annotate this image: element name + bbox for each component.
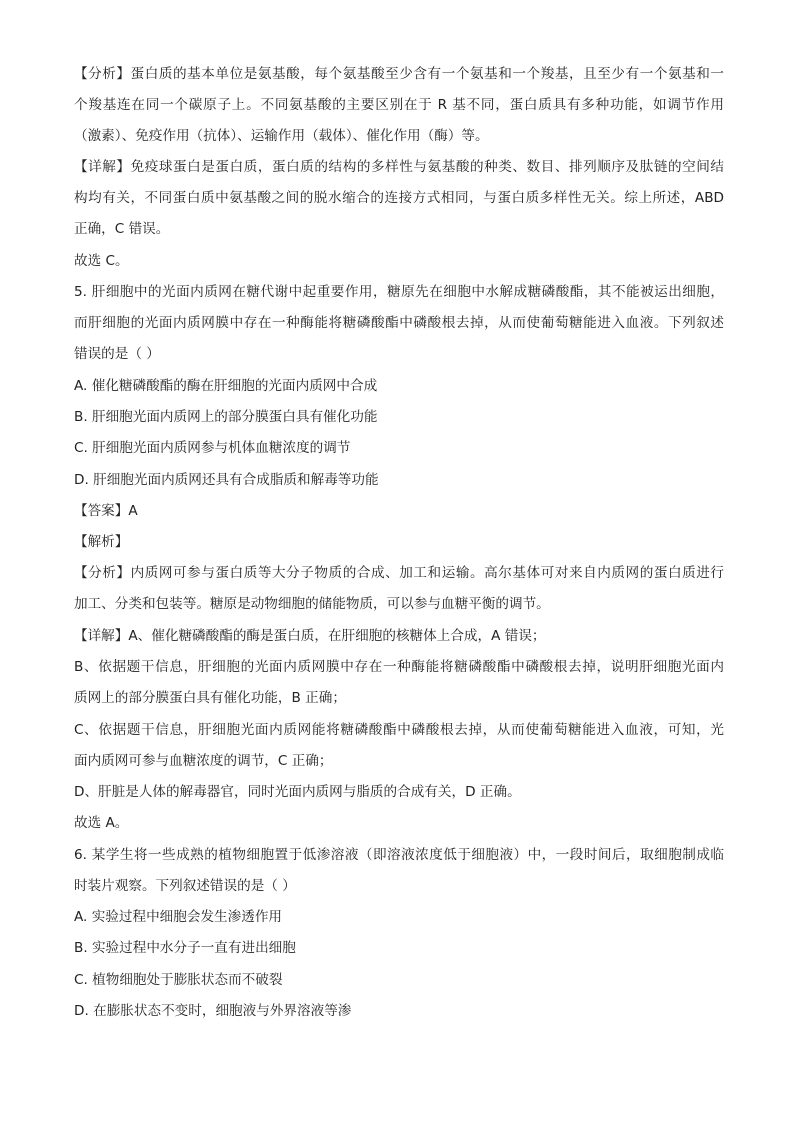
question-5-stem: 错误的是（ ） (74, 346, 160, 362)
text-line: 【详解】免疫球蛋白是蛋白质，蛋白质的结构的多样性与氨基酸的种类、数目、排列顺序及肽链的空间结 (74, 159, 724, 175)
answer-label: 【答案】A (74, 503, 138, 519)
text-line: （激素）、免疫作用（抗体）、运输作用（载体）、催化作用（酶）等。 (74, 128, 489, 144)
option-c: C. 肝细胞光面内质网参与机体血糖浓度的调节 (74, 440, 351, 456)
text-line: 故选 A。 (74, 815, 129, 831)
text-line: 【分析】内质网可参与蛋白质等大分子物质的合成、加工和运输。高尔基体可对来自内质网的蛋白质进行 (74, 565, 724, 581)
text-line: 正确，C 错误。 (74, 221, 170, 237)
option-c: C. 植物细胞处于膨胀状态而不破裂 (74, 972, 283, 988)
question-6-stem: 时装片观察。下列叙述错误的是（ ） (74, 878, 296, 894)
question-5-stem: 5. 肝细胞中的光面内质网在糖代谢中起重要作用，糖原先在细胞中水解成糖磷酸酯，其不能被运出细胞， (74, 284, 724, 300)
question-6-stem: 6. 某学生将一些成熟的植物细胞置于低渗溶液（即溶液浓度低于细胞液）中，一段时间后，取细胞制成临 (74, 847, 724, 863)
option-b: B. 肝细胞光面内质网上的部分膜蛋白具有催化功能 (74, 409, 378, 425)
option-a: A. 催化糖磷酸酯的酶在肝细胞的光面内质网中合成 (74, 378, 378, 394)
option-d: D. 肝细胞光面内质网还具有合成脂质和解毒等功能 (74, 472, 379, 488)
option-a: A. 实验过程中细胞会发生渗透作用 (74, 909, 283, 925)
text-line: 故选 C。 (74, 253, 129, 269)
question-5-stem: 而肝细胞的光面内质网膜中存在一种酶能将糖磷酸酯中磷酸根去掉，从而使葡萄糖能进入血液。下列叙述 (74, 315, 724, 331)
text-line: C、依据题干信息，肝细胞光面内质网能将糖磷酸酯中磷酸根去掉，从而使葡萄糖能进入血液，可知，光 (74, 722, 724, 738)
text-line: 加工、分类和包装等。糖原是动物细胞的储能物质，可以参与血糖平衡的调节。 (74, 596, 550, 612)
text-line: B、依据题干信息，肝细胞的光面内质网膜中存在一种酶能将糖磷酸酯中磷酸根去掉，说明肝细胞光面内 (74, 659, 724, 675)
text-line: 【分析】蛋白质的基本单位是氨基酸，每个氨基酸至少含有一个氨基和一个羧基，且至少有一个氨基和一 (74, 66, 724, 82)
analysis-heading: 【解析】 (74, 534, 129, 550)
text-line: 面内质网可参与血糖浓度的调节，C 正确； (74, 753, 333, 769)
option-d: D. 在膨胀状态不变时，细胞液与外界溶液等渗 (74, 1003, 352, 1019)
text-line: 【详解】A、催化糖磷酸酯的酶是蛋白质，在肝细胞的核糖体上合成，A 错误； (74, 628, 546, 644)
text-line: 个羧基连在同一个碳原子上。不同氨基酸的主要区别在于 R 基不同，蛋白质具有多种功能，如调节作用 (74, 97, 724, 113)
text-line: 质网上的部分膜蛋白具有催化功能，B 正确； (74, 690, 346, 706)
text-line: 构均有关，不同蛋白质中氨基酸之间的脱水缩合的连接方式相同，与蛋白质多样性无关。综上所述，ABD (74, 190, 724, 206)
option-b: B. 实验过程中水分子一直有进出细胞 (74, 940, 296, 956)
text-line: D、肝脏是人体的解毒器官，同时光面内质网与脂质的合成有关，D 正确。 (74, 784, 521, 800)
